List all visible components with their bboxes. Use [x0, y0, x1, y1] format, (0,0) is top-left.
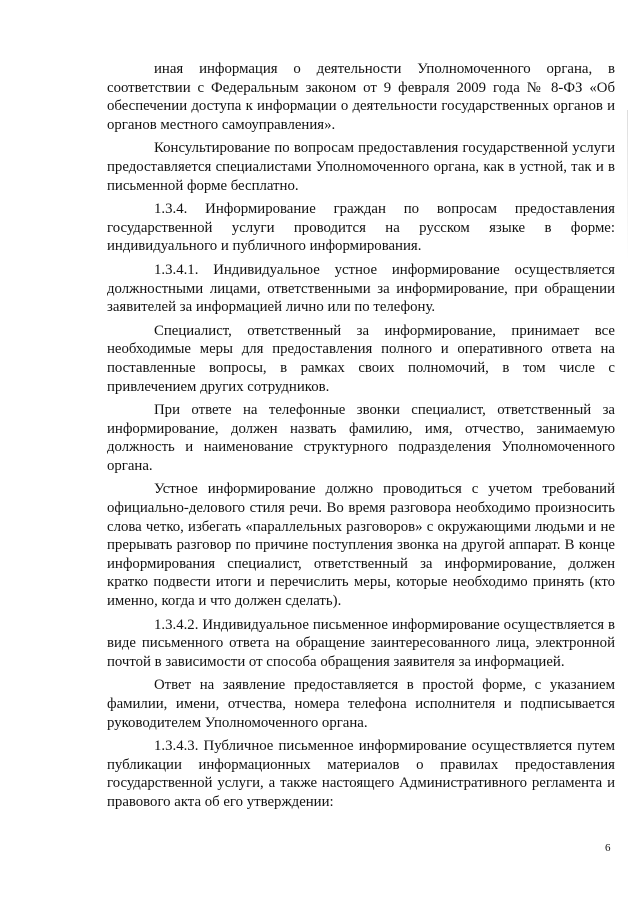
paragraph-1-3-4-2: 1.3.4.2. Индивидуальное письменное информирование осуществляется в виде письменного ответа на обращение заинтересованного лица, электронной почтой в зависимости от способа обращения заявителя за информацией. — [107, 616, 615, 670]
paragraph-info-continuation: иная информация о деятельности Уполномоченного органа, в соответствии с Федеральным законом от 9 февраля 2009 года № 8-ФЗ «Об обеспечении доступа к информации о деятельности государственных органов и органов местного самоуправления». — [107, 61, 615, 133]
scan-edge-mark — [627, 110, 628, 260]
paragraph-phone-calls: При ответе на телефонные звонки специалист, ответственный за информирование, должен назвать фамилию, имя, отчество, занимаемую должность и наименование структурного подразделения Уполномоченного органа. — [107, 402, 615, 474]
paragraph-1-3-4-3: 1.3.4.3. Публичное письменное информирование осуществляется путем публикации информационных материалов о правилах предоставления государственной услуги, а также настоящего Административного регламента и правового акта об его утверждении: — [107, 738, 615, 810]
paragraph-reply: Ответ на заявление предоставляется в простой форме, с указанием фамилии, имени, отчества, номера телефона исполнителя и подписывается руководителем Уполномоченного органа. — [107, 677, 615, 731]
paragraph-specialist: Специалист, ответственный за информирование, принимает все необходимые меры для предоставления полного и оперативного ответа на поставленные вопросы, в рамках своих полномочий, в том числе с привлечением других сотрудников. — [107, 322, 615, 395]
paragraph-1-3-4: 1.3.4. Информирование граждан по вопросам предоставления государственной услуги проводится на русском языке в форме: индивидуального и публичного информирования. — [107, 201, 615, 255]
paragraph-consulting: Консультирование по вопросам предоставления государственной услуги предоставляется специалистами Уполномоченного органа, как в устной, так и в письменной форме бесплатно. — [107, 140, 615, 194]
page-number: 6 — [605, 842, 611, 854]
body-text — [107, 60, 615, 817]
paragraph-oral-informing: Устное информирование должно проводиться с учетом требований официально-делового стиля речи. Во время разговора необходимо произносить слова четко, избегать «параллельных разговоров» с окружающими людьми и не прерывать разговор по причине поступления звонка на другой аппарат. В конце информирования специалист, ответственный за информирование, должен кратко подвести итоги и перечислить меры, которые необходимо принять (кто именно, когда и что должен сделать). — [107, 481, 615, 610]
paragraph-1-3-4-1: 1.3.4.1. Индивидуальное устное информирование осуществляется должностными лицами, ответственными за информирование, при обращении заявителей за информацией лично или по телефону. — [107, 261, 615, 316]
